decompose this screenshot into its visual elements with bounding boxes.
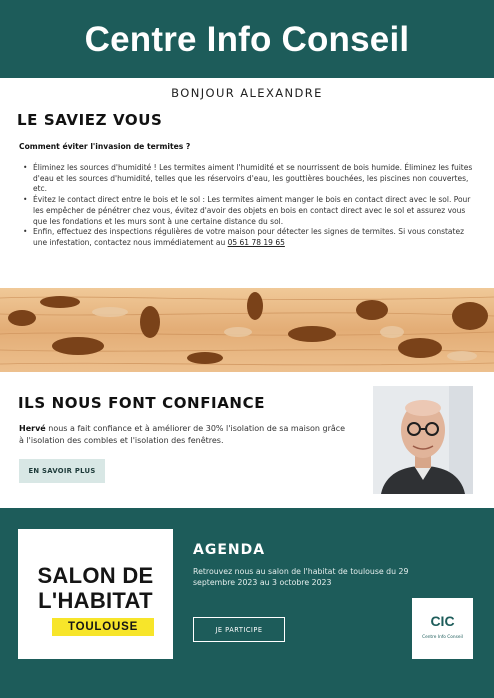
client-photo [373,386,473,494]
bullet-icon: • [23,227,28,237]
wood-texture-image [0,288,494,372]
salon-line-2: L'HABITAT [38,588,153,613]
confiance-title: ILS NOUS FONT CONFIANCE [18,394,266,412]
tip-text: Éliminez les sources d'humidité ! Les termites aiment l'humidité et se nourrissent de bois humide. Éliminez les fuites d'eau et les sources d'humidité, telles que les réservoirs d'eau, les gouttières bouchées, les piscines non couvertes, etc. [33,163,473,194]
tip-text: Enfin, effectuez des inspections régulières de votre maison pour détecter les signes de termites. Si vous constatez une infestation, contactez nous immédiatement au [33,227,465,247]
cic-logo [412,598,473,659]
list-item [23,163,479,195]
testimonial-body: nous a fait confiance et à améliorer de 30% l'isolation de sa maison grâce à l'isolation des combles et l'isolation des fenêtres. [19,424,346,445]
list-item [23,227,479,248]
agenda-text: Retrouvez nous au salon de l'habitat de toulouse du 29 septembre 2023 au 3 octobre 2023 [193,567,409,588]
header-banner [0,0,494,78]
agenda-title: AGENDA [193,542,266,558]
list-item [23,195,479,227]
salon-city: TOULOUSE [52,618,154,636]
bullet-icon: • [23,195,28,205]
cic-mark: CIC [430,613,455,629]
cic-name: Centre Info Conseil [422,635,463,640]
salon-line-1: SALON DE [37,563,154,588]
portrait-image [373,386,473,494]
tip-text: Évitez le contact direct entre le bois et le sol : Les termites aiment manger le bois en contact direct avec le sol. Pour les empêcher de pénétrer chez vous, évitez d'avoir des objets en bois en contact direct avec le sol et assurez vous que les fondations et les murs sont à une certaine distance du sol. [33,195,471,226]
termite-question: Comment éviter l'invasion de termites ? [19,142,191,151]
brand-title: Centre Info Conseil [84,20,410,59]
testimonial-name: Hervé [19,424,46,433]
learn-more-button[interactable]: EN SAVOIR PLUS [19,459,105,483]
greeting-text: BONJOUR ALEXANDRE [171,86,323,100]
salon-logo [18,529,173,659]
termite-wood-image [0,288,494,372]
bullet-icon: • [23,163,28,172]
saviez-title: LE SAVIEZ VOUS [17,111,163,129]
testimonial-text [19,423,349,446]
tips-list [23,163,479,249]
participate-button[interactable]: JE PARTICIPE [193,617,285,642]
phone-link[interactable]: 05 61 78 19 65 [227,237,285,247]
